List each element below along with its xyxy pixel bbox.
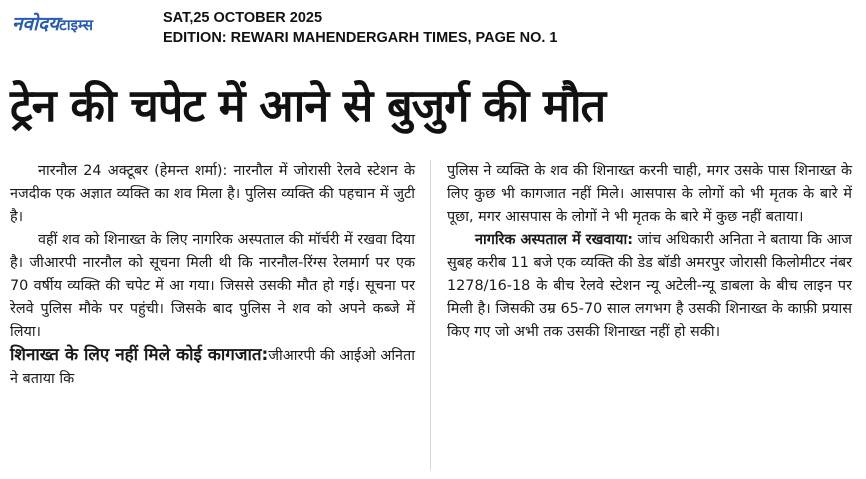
paragraph: वहीं शव को शिनाख्त के लिए नागरिक अस्पताल की मॉर्चरी में रखवा दिया है। जीआरपी नारनौल को सूचना मिली थी कि नारनौल-रिंग्स रेलमार्ग पर एक 70 वर्षीय व्यक्ति की चपेट में आ गया। जिससे उसकी मौत हो गई। सूचना पर रेलवे पुलिस मौके पर पहुंची। जिसके बाद पुलिस ने शव को अपने कब्जे में लिया। [10, 232, 415, 340]
paragraph-text: जांच अधिकारी अनिता ने बताया कि आज सुबह करीब 11 बजे एक व्यक्ति की डेड बॉडी अमरपुर जोरासी किलोमीटर नंबर 1278/16-18 के बीच रेलवे स्टेशन न्यू अटेली-न्यू डाबला के बीच लाइन पर मिली है। जिसकी उम्र 65-70 साल लगभग है उसकी शिनाख्त के काफ़ी प्रयास किए गए जो अभी तक उसकी शिनाख्त नहीं हो सकी। [447, 232, 852, 340]
article-column-left [10, 160, 415, 391]
paragraph: पुलिस ने व्यक्ति के शव की शिनाख्त करनी चाही, मगर उसके पास शिनाख्त के लिए कुछ भी कागजात नहीं मिले। आसपास के लोगों को भी मृतक के बारे में पूछा, मगर आसपास के लोगों ने भी मृतक के बारे में कुछ नहीं बताया। [447, 163, 852, 225]
article-headline: ट्रेन की चपेट में आने से बुजुर्ग की मौत [10, 79, 606, 132]
date-line: SAT,25 OCTOBER 2025 [163, 10, 323, 26]
paragraph: नारनौल 24 अक्टूबर (हेमन्त शर्मा): नारनौल में जोरासी रेलवे स्टेशन के नजदीक एक अज्ञात व्यक्ति का शव मिला है। पुलिस व्यक्ति की पहचान में जुटी है। [10, 163, 415, 225]
edition-info [163, 8, 557, 48]
edition-line: EDITION: REWARI MAHENDERGARH TIMES, PAGE NO. 1 [163, 30, 558, 46]
newspaper-logo [12, 10, 93, 36]
subheading: शिनाख्त के लिए नहीं मिले कोई कागजात: [10, 345, 269, 365]
paragraph-text: जीआरपी की आईओ अनिता ने बताया कि [10, 348, 415, 387]
column-divider [430, 160, 431, 470]
subheading: नागरिक अस्पताल में रखवाया: [475, 232, 633, 248]
article-column-right [447, 160, 852, 344]
paragraph-with-subhead [447, 229, 852, 344]
paragraph-with-subhead [10, 344, 415, 391]
logo-text-main: नवोदय [12, 13, 60, 35]
masthead [0, 0, 866, 62]
logo-text-secondary: टाइम्स [59, 16, 93, 34]
